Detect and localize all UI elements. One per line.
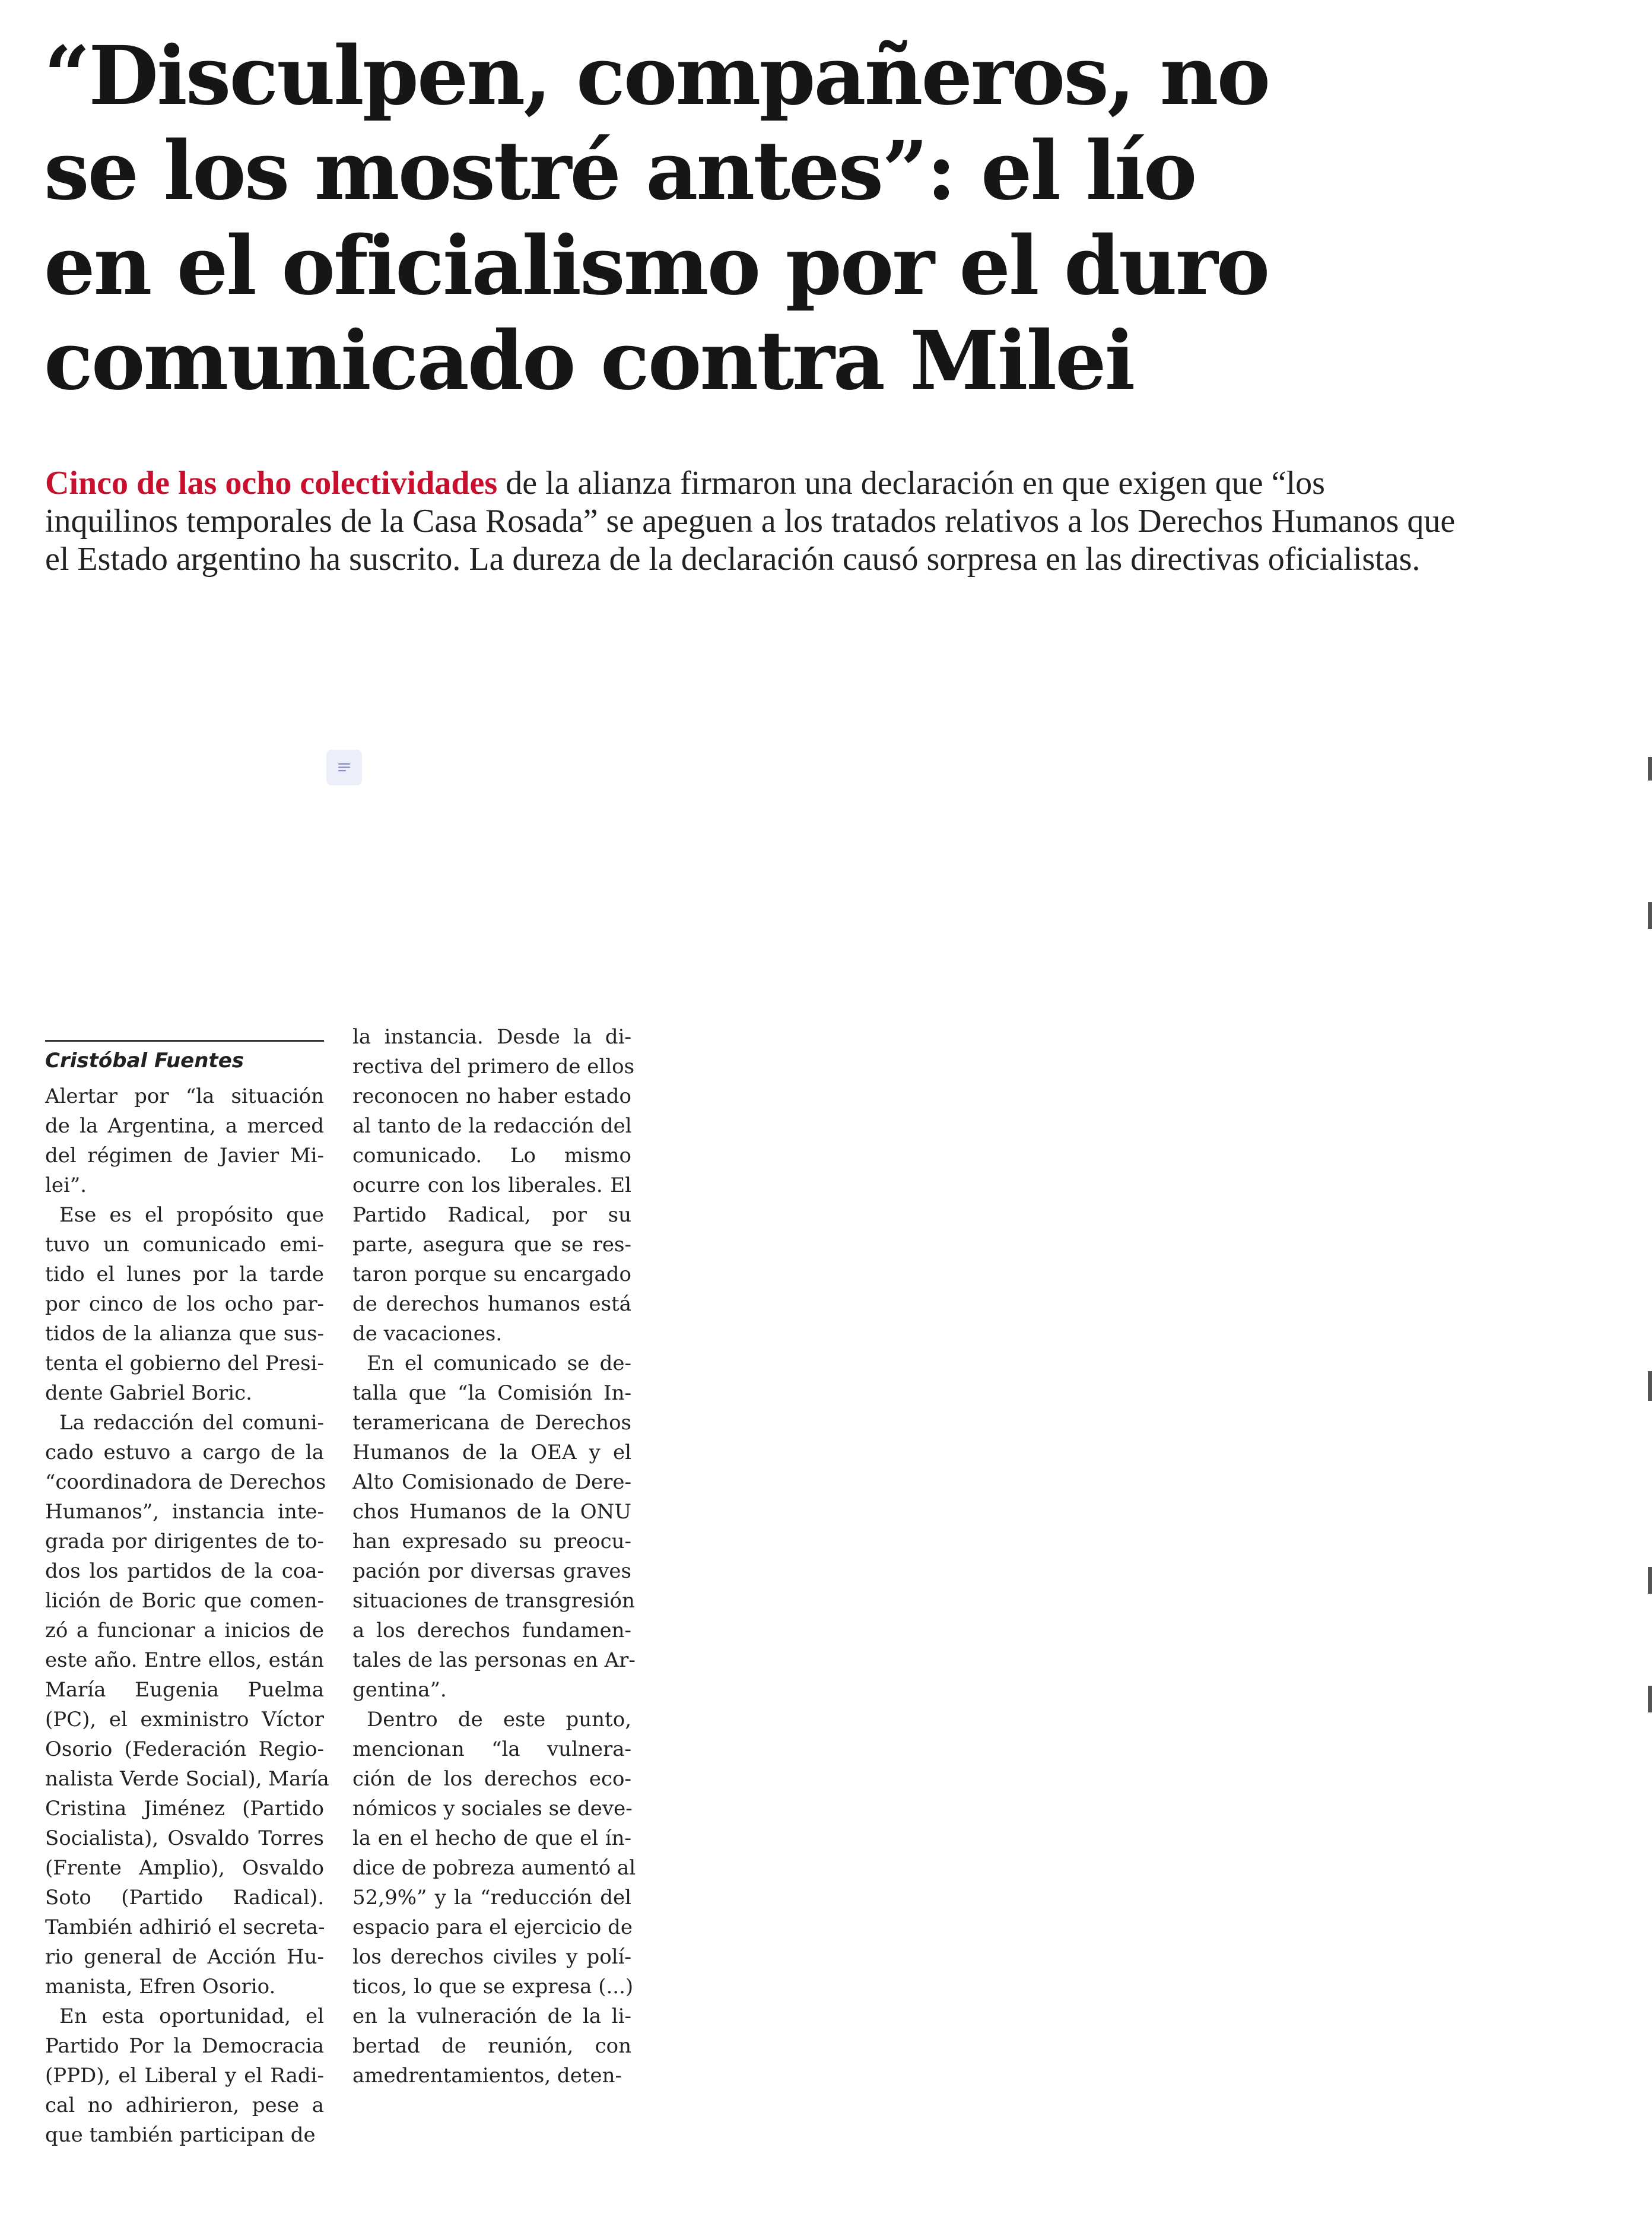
text-line: dente Gabriel Boric. — [45, 1381, 252, 1405]
headline-line: “Disculpen, compañeros, no — [44, 28, 1269, 123]
text-line: del régimen de Javier Mi- — [45, 1144, 324, 1168]
text-line: parte, asegura que se res- — [352, 1233, 631, 1257]
text-line: la en el hecho de que el ín- — [352, 1826, 631, 1850]
edge-mark — [1648, 1686, 1652, 1712]
text-line: ción de los derechos eco- — [352, 1767, 631, 1791]
text-line: de derechos humanos está — [352, 1292, 631, 1316]
article-column-2 — [352, 1022, 636, 2091]
text-line: talla que “la Comisión In- — [352, 1381, 631, 1405]
text-line: espacio para el ejercicio de — [352, 1915, 633, 1939]
lead-line-3: el Estado argentino ha suscrito. La dureza de la declaración causó sorpresa en las directivas oficialistas. — [45, 541, 1421, 578]
text-line: dice de pobreza aumentó al — [352, 1856, 636, 1880]
text-line: en la vulneración de la li- — [352, 2004, 631, 2028]
article-column-1 — [45, 1081, 329, 2150]
lead-line-1-rest: de la alianza firmaron una declaración en que exigen que “los — [497, 465, 1325, 502]
text-line: También adhirió el secreta- — [45, 1915, 325, 1939]
edge-mark — [1648, 1371, 1652, 1401]
text-line: al tanto de la redacción del — [352, 1114, 632, 1138]
text-line: teramericana de Derechos — [352, 1411, 631, 1435]
text-line: los derechos civiles y polí- — [352, 1945, 631, 1969]
text-line: (PC), el exministro Víctor — [45, 1708, 324, 1731]
text-line: amedrentamientos, deten- — [352, 2064, 622, 2088]
text-line: lei”. — [45, 1173, 87, 1197]
text-line: En el comunicado se de- — [367, 1352, 631, 1375]
text-line: dos los partidos de la coa- — [45, 1559, 324, 1583]
text-line: tuvo un comunicado emi- — [45, 1233, 324, 1257]
lead-line-2: inquilinos temporales de la Casa Rosada” se apeguen a los tratados relativos a los Derechos Humanos que — [45, 503, 1456, 540]
text-line: chos Humanos de la ONU — [352, 1500, 631, 1524]
lines-glyph-icon — [335, 758, 354, 777]
text-line: tenta el gobierno del Presi- — [45, 1352, 324, 1375]
edge-mark — [1648, 1567, 1652, 1594]
text-line: Soto (Partido Radical). — [45, 1886, 324, 1910]
note-icon[interactable] — [326, 750, 362, 785]
text-line: tido el lunes por la tarde — [45, 1263, 324, 1286]
text-line: tales de las personas en Ar- — [352, 1648, 636, 1672]
text-line: rio general de Acción Hu- — [45, 1945, 324, 1969]
byline-rule — [45, 1040, 324, 1042]
text-line: manista, Efren Osorio. — [45, 1975, 276, 1999]
text-line: la instancia. Desde la di- — [352, 1025, 631, 1049]
text-line: nalista Verde Social), María — [45, 1767, 329, 1791]
text-line: ticos, lo que se expresa (...) — [352, 1975, 634, 1999]
text-line: Cristina Jiménez (Partido — [45, 1797, 324, 1820]
headline — [44, 28, 1349, 408]
text-line: ocurre con los liberales. El — [352, 1173, 631, 1197]
text-line: de vacaciones. — [352, 1322, 503, 1346]
text-line: Osorio (Federación Regio- — [45, 1737, 324, 1761]
text-line: a los derechos fundamen- — [352, 1619, 631, 1642]
text-line: han expresado su preocu- — [352, 1530, 631, 1553]
edge-mark — [1648, 757, 1652, 781]
text-line: Partido Por la Democracia — [45, 2034, 324, 2058]
text-line: lición de Boric que comen- — [45, 1589, 324, 1613]
text-line: bertad de reunión, con — [352, 2034, 631, 2058]
text-line: por cinco de los ocho par- — [45, 1292, 324, 1316]
text-line: de la Argentina, a merced — [45, 1114, 324, 1138]
text-line: Ese es el propósito que — [59, 1203, 324, 1227]
text-line: (PPD), el Liberal y el Radi- — [45, 2064, 324, 2088]
text-line: mencionan “la vulnera- — [352, 1737, 631, 1761]
text-line: En esta oportunidad, el — [59, 2004, 324, 2028]
text-line: cado estuvo a cargo de la — [45, 1441, 324, 1464]
text-line: nómicos y sociales se deve- — [352, 1797, 633, 1820]
byline: Cristóbal Fuentes — [45, 1049, 244, 1073]
text-line: Partido Radical, por su — [352, 1203, 631, 1227]
text-line: este año. Entre ellos, están — [45, 1648, 324, 1672]
text-line: comunicado. Lo mismo — [352, 1144, 631, 1168]
text-line: Humanos”, instancia inte- — [45, 1500, 324, 1524]
headline-line: en el oficialismo por el duro — [44, 218, 1269, 313]
text-line: pación por diversas graves — [352, 1559, 631, 1583]
text-line: Dentro de este punto, — [367, 1708, 631, 1731]
text-line: gentina”. — [352, 1678, 447, 1702]
headline-line: comunicado contra Milei — [44, 313, 1134, 408]
text-line: taron porque su encargado — [352, 1263, 631, 1286]
text-line: (Frente Amplio), Osvaldo — [45, 1856, 324, 1880]
text-line: tidos de la alianza que sus- — [45, 1322, 324, 1346]
text-line: grada por dirigentes de to- — [45, 1530, 324, 1553]
text-line: Socialista), Osvaldo Torres — [45, 1826, 324, 1850]
text-line: “coordinadora de Derechos — [45, 1470, 326, 1494]
lead-line-1 — [45, 464, 1576, 502]
edge-mark — [1648, 902, 1652, 929]
lead-highlight: Cinco de las ocho colectividades — [45, 465, 498, 502]
text-line: Humanos de la OEA y el — [352, 1441, 631, 1464]
text-line: zó a funcionar a inicios de — [45, 1619, 324, 1642]
text-line: que también participan de — [45, 2123, 316, 2147]
text-line: María Eugenia Puelma — [45, 1678, 324, 1702]
text-line: 52,9%” y la “reducción del — [352, 1886, 631, 1910]
text-line: rectiva del primero de ellos — [352, 1055, 635, 1079]
text-line: situaciones de transgresión — [352, 1589, 635, 1613]
text-line: cal no adhirieron, pese a — [45, 2094, 324, 2117]
text-line: Alertar por “la situación — [45, 1084, 324, 1108]
text-line: Alto Comisionado de Dere- — [352, 1470, 631, 1494]
lead-paragraph — [45, 464, 1576, 578]
headline-line: se los mostré antes”: el lío — [44, 123, 1196, 218]
text-line: La redacción del comuni- — [59, 1411, 324, 1435]
text-line: reconocen no haber estado — [352, 1084, 631, 1108]
